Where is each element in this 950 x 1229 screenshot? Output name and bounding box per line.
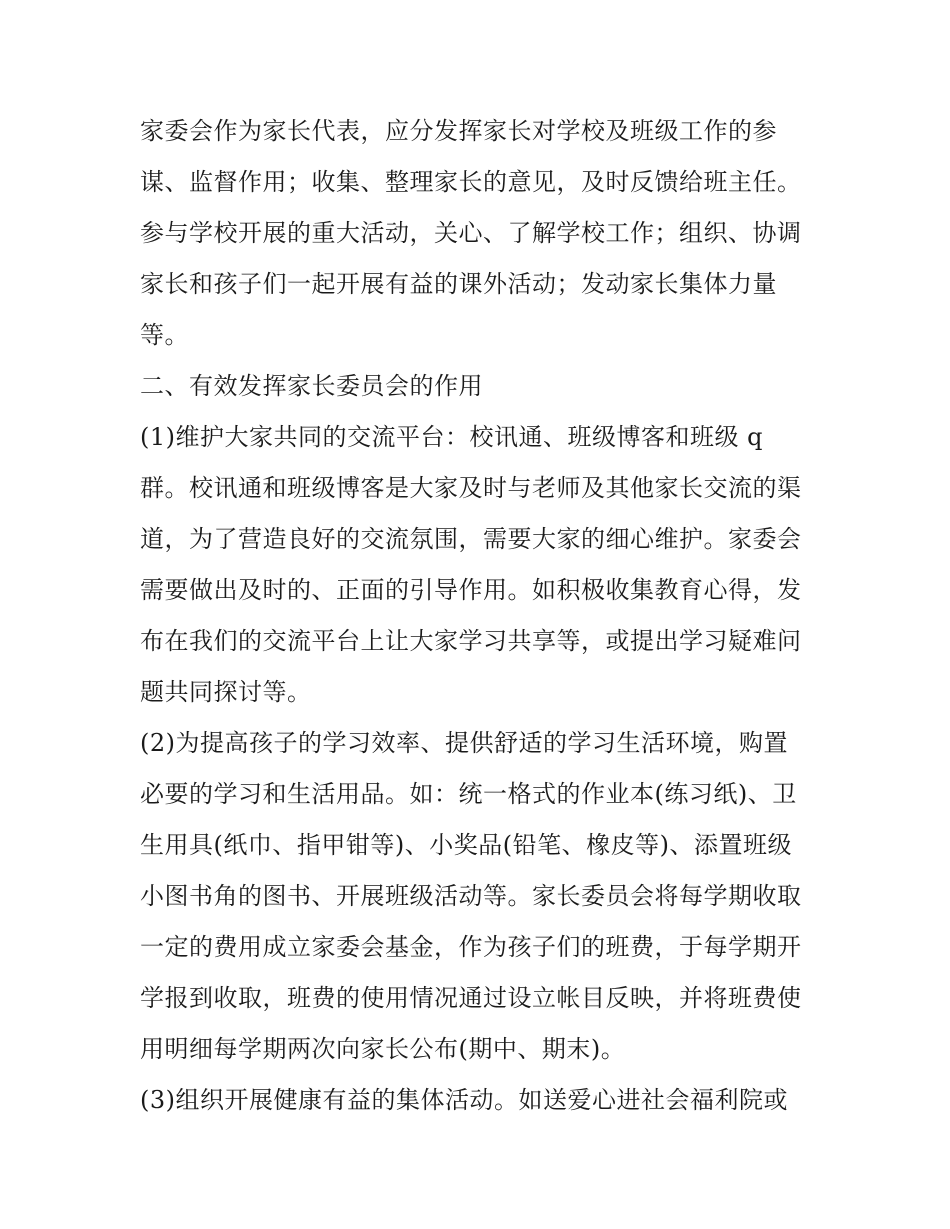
text-line: 家长和孩子们一起开展有益的课外活动；发动家长集体力量 xyxy=(140,270,777,298)
text-line: 道，为了营造良好的交流氛围，需要大家的细心维护。家委会 xyxy=(140,525,802,553)
text-line: 学报到收取，班费的使用情况通过设立帐目反映，并将班费使 xyxy=(140,984,802,1012)
text-line: 一定的费用成立家委会基金，作为孩子们的班费，于每学期开 xyxy=(140,933,802,961)
text-line: 群。校讯通和班级博客是大家及时与老师及其他家长交流的渠 xyxy=(140,474,802,502)
text-line: 必要的学习和生活用品。如：统一格式的作业本(练习纸)、卫 xyxy=(140,780,797,808)
text-line: 需要做出及时的、正面的引导作用。如积极收集教育心得，发 xyxy=(140,576,802,604)
text-line: 用明细每学期两次向家长公布(期中、期末)。 xyxy=(140,1035,626,1063)
document-body xyxy=(140,106,820,1126)
text-line: 参与学校开展的重大活动，关心、了解学校工作；组织、协调 xyxy=(140,219,802,247)
text-line: 生用具(纸巾、指甲钳等)、小奖品(铅笔、橡皮等)、添置班级 xyxy=(140,831,792,859)
section-heading: 二、有效发挥家长委员会的作用 xyxy=(140,372,483,400)
text-line: 题共同探讨等。 xyxy=(140,678,312,706)
text-line: 家委会作为家长代表，应分发挥家长对学校及班级工作的参 xyxy=(140,117,777,145)
text-line: 布在我们的交流平台上让大家学习共享等，或提出学习疑难问 xyxy=(140,627,802,655)
text-line: 谋、监督作用；收集、整理家长的意见，及时反馈给班主任。 xyxy=(140,168,802,196)
text-line: (3)组织开展健康有益的集体活动。如送爱心进社会福利院或 xyxy=(140,1086,788,1114)
text-line: 小图书角的图书、开展班级活动等。家长委员会将每学期收取 xyxy=(140,882,802,910)
text-line: (1)维护大家共同的交流平台：校讯通、班级博客和班级 q xyxy=(140,423,763,451)
text-line: (2)为提高孩子的学习效率、提供舒适的学习生活环境，购置 xyxy=(140,729,788,757)
text-line: 等。 xyxy=(140,321,189,349)
